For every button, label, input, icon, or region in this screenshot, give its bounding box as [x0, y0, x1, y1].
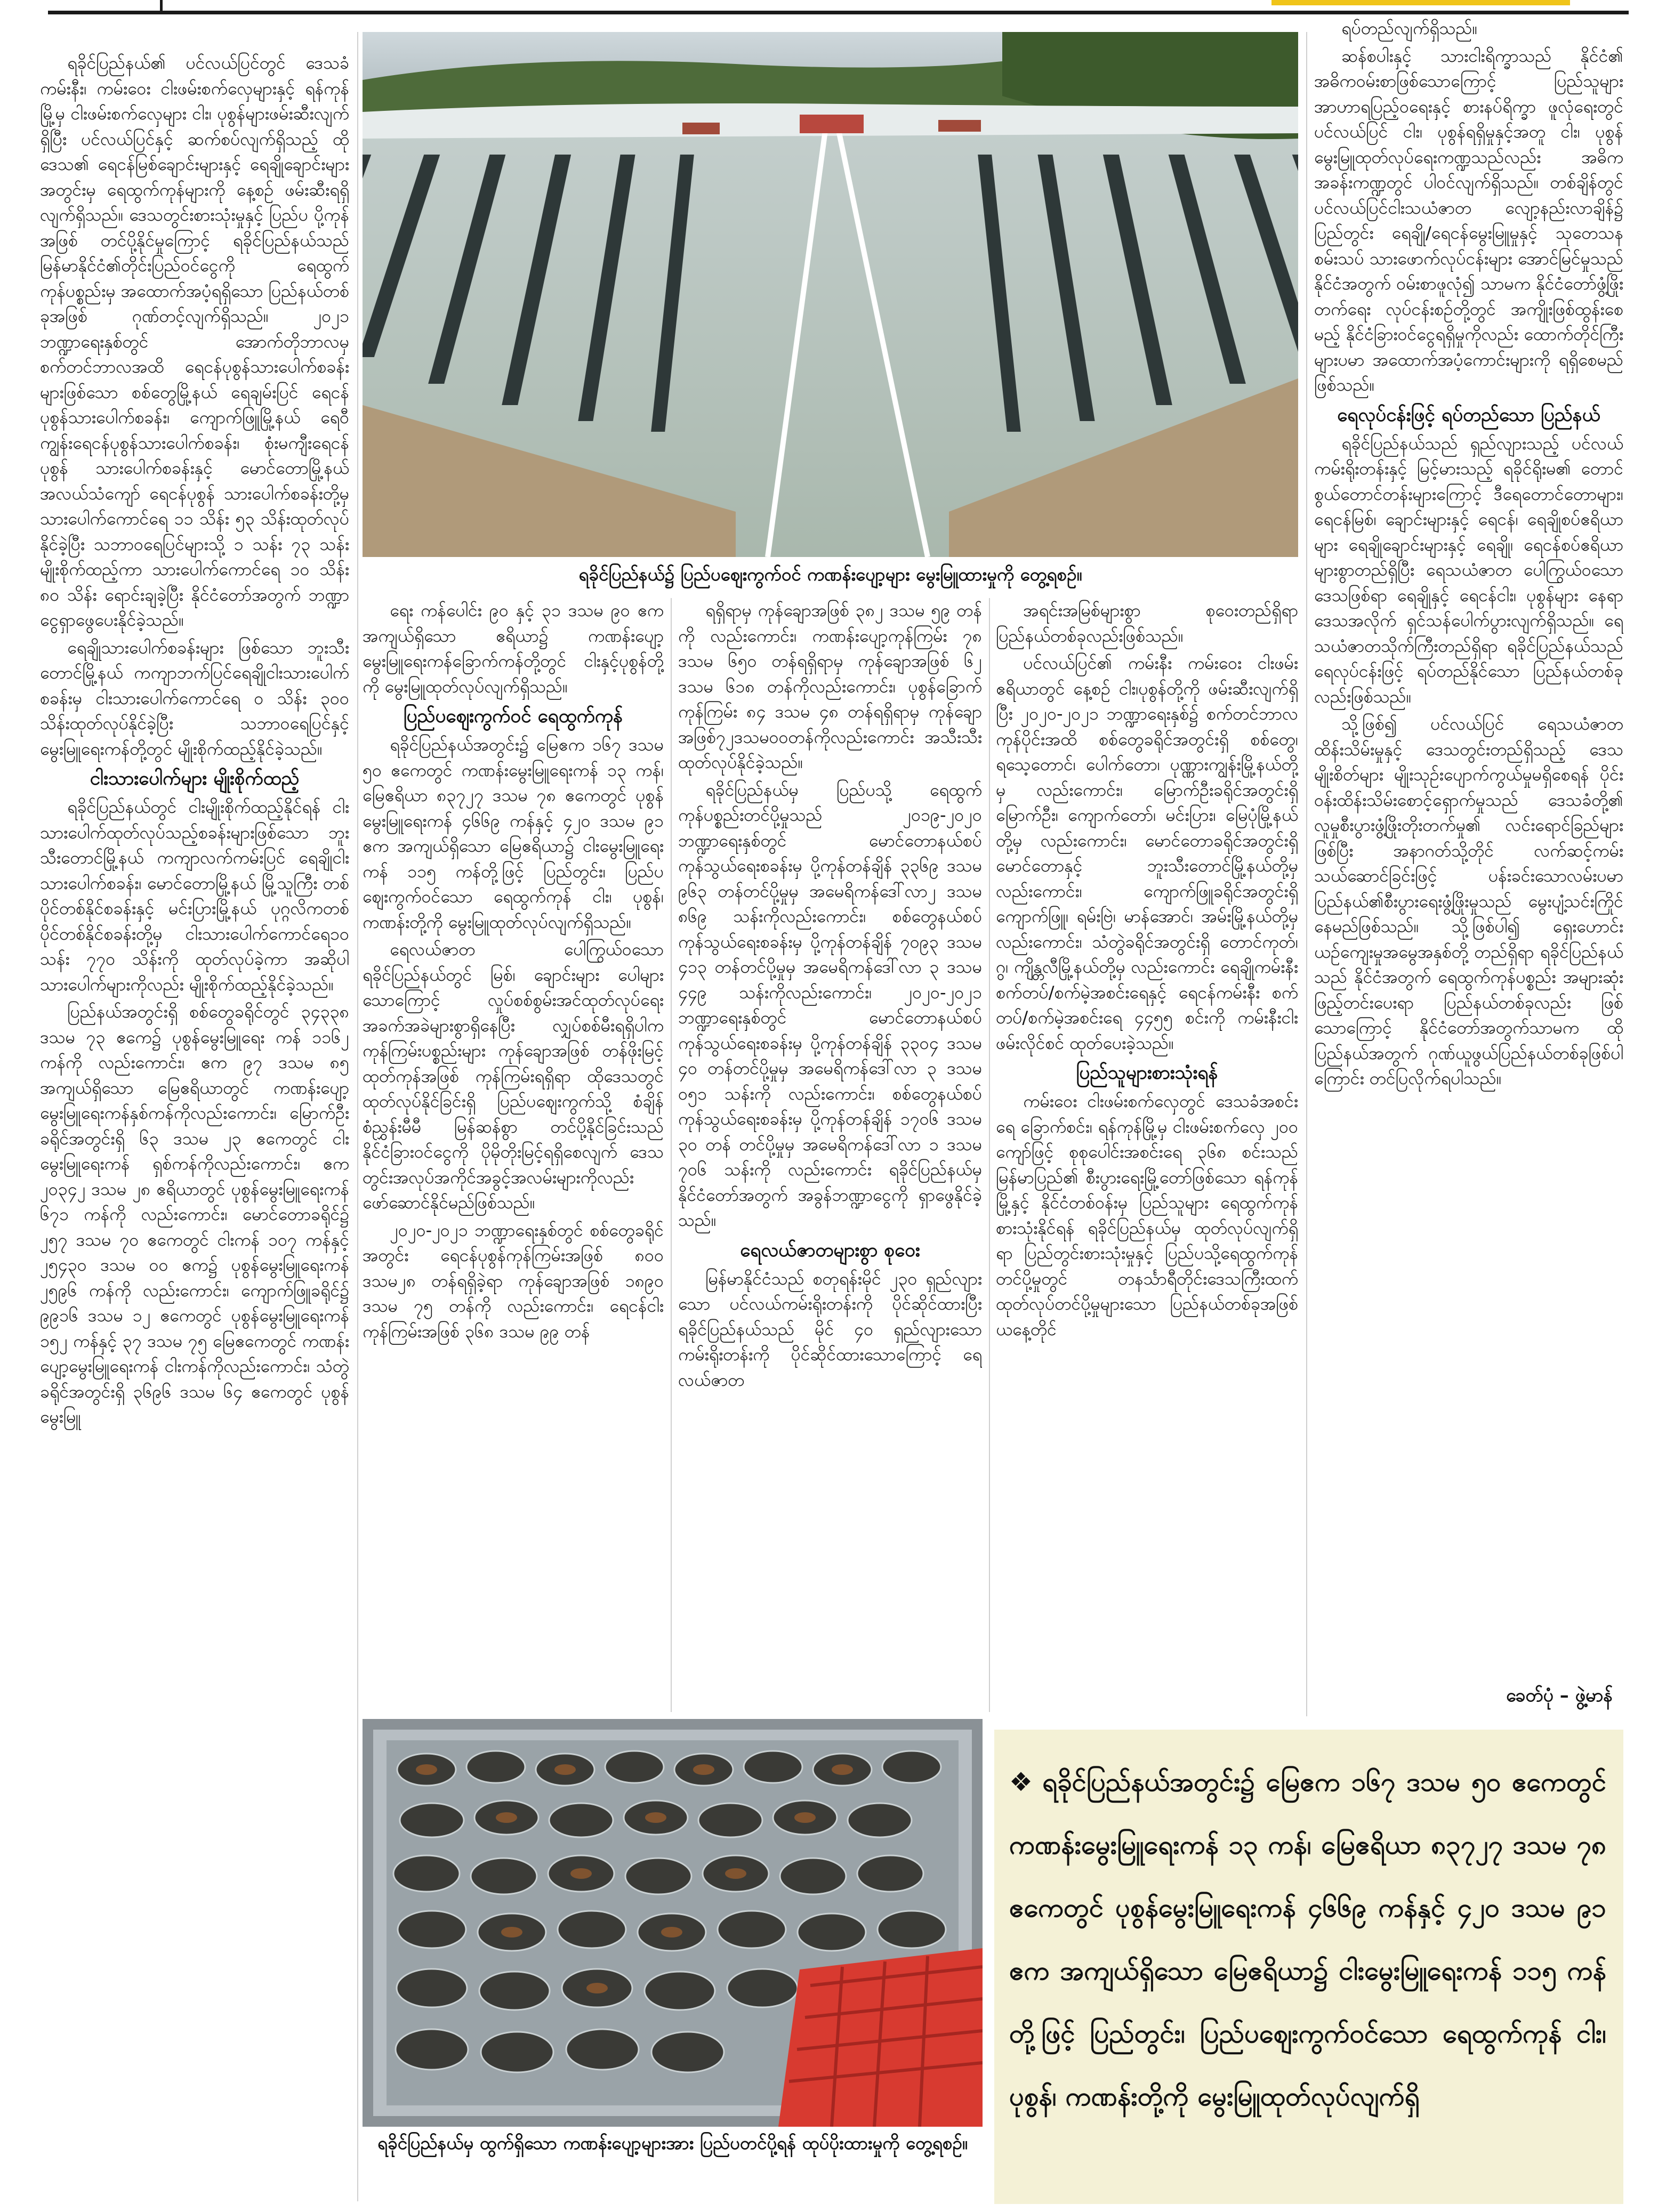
paragraph: ကမ်းဝေး ငါးဖမ်းစက်လှေတွင် ဒေသခံအစင်းရေ ခြောက်စင်း၊ ရန်ကုန်မြို့မှ ငါးဖမ်းစက်လှေ ၂၀၀ ကျော်ဖြင့် စုစုပေါင်းအစင်းရေ ၃၆၈ စင်းသည် မြန်မာပြည်၏ စီးပွားရေးမြို့တော်ဖြစ်သော ရန်ကုန်မြို့နှင့် နိုင်ငံတစ်ဝန်းမှ ပြည်သူများ ရေထွက်ကုန်စားသုံးနိုင်ရန် ရခိုင်ပြည်နယ်မှ ထုတ်လုပ်လျက်ရှိရာ ပြည်တွင်းစားသုံးမှုနှင့် ပြည်ပသို့ရေထွက်ကုန်တင်ပို့မှုတွင် တနင်္သာရီတိုင်းဒေသကြီးထက် ထုတ်လုပ်တင်ပို့မှုများသော ပြည်နယ်တစ်ခုအဖြစ် ယနေ့တိုင် — [996, 1091, 1298, 1339]
top-photo-caption: ရခိုင်ပြည်နယ်၌ ပြည်ပဈေးကွက်ဝင် ကဏန်းပျော့များ မွေးမြူထားမှုကို တွေ့ရစဉ်။ — [363, 562, 1298, 594]
paragraph: ဆန်စပါးနှင့် သားငါးရိက္ခာသည် နိုင်ငံ၏ အဓိကဝမ်းစာဖြစ်သောကြောင့် ပြည်သူများ အာဟာရပြည့်ဝရေးနှင့် စားနပ်ရိက္ခာ ဖူလုံရေးတွင် ပင်လယ်ပြင် ငါး၊ ပုစွန်ရရှိမှုနှင့်အတူ ငါး၊ ပုစွန် မွေးမြူထုတ်လုပ်ရေးကဏ္ဍသည်လည်း အဓိက အခန်းကဏ္ဍတွင် ပါဝင်လျက်ရှိသည်။ တစ်ချိန်တွင် ပင်လယ်ပြင်ငါးသယံဇာတ လျော့နည်းလာချိန်၌ ပြည်တွင်း ရေချို/ရေငန်မွေးမြူမှုနှင့် သုတေသနစမ်းသပ် သားဖောက်လုပ်ငန်းများ အောင်မြင်မှုသည် နိုင်ငံအတွက် ဝမ်းစာဖူလုံ၍ သာမက နိုင်ငံတော်ဖွံ့ဖြိုးတက်ရေး လုပ်ငန်းစဉ်တို့တွင် အကျိုးဖြစ်ထွန်းစေမည့် နိုင်ငံခြားဝင်ငွေရရှိမှုကိုလည်း ထောက်တိုင်ကြီးများပမာ အထောက်အပံ့ကောင်းများကို ရရှိစေမည်ဖြစ်သည်။ — [1314, 45, 1623, 395]
section-heading: ပြည်ပဈေးကွက်ဝင် ရေထွက်ကုန် — [403, 706, 623, 727]
paragraph: ရခိုင်ပြည်နယ်သည် ရှည်လျားသည့် ပင်လယ်ကမ်းရိုးတန်းနှင့် မြင့်မားသည့် ရခိုင်ရိုးမ၏ တောင်စွယ်တောင်တန်းများကြောင့် ဒီရေတောင်တောများ၊ ရေငန်မြစ်၊ ချောင်းများနှင့် ရေငန်၊ ရေချိုစပ်ဧရိယာများ ရေချိုချောင်းများနှင့် ရေချို၊ ရေငန်စပ်ဧရိယာ များစွာတည်ရှိပြီး ရေသယံဇာတ ပေါကြွယ်ဝသော ဒေသဖြစ်ရာ ရေချိုနှင့် ရေငန်ငါး၊ ပုစွန်များ နေရာဒေသအလိုက် ရှင်သန်ပေါက်ပွားလျက်ရှိသည်။ ရေသယံဇာတသိုက်ကြီးတည်ရှိရာ ရခိုင်ပြည်နယ်သည် ရေလုပ်ငန်းဖြင့် ရပ်တည်နိုင်သော ပြည်နယ်တစ်ခုလည်းဖြစ်သည်။ — [1314, 433, 1623, 707]
paragraph: မြန်မာနိုင်ငံသည် စတုရန်းမိုင် ၂၃၀ ရှည်လျားသော ပင်လယ်ကမ်းရိုးတန်းကို ပိုင်ဆိုင်ထားပြီး ရခိုင်ပြည်နယ်သည် မိုင် ၄၀ ရှည်လျားသော ကမ်းရိုးတန်းကို ပိုင်ဆိုင်ထားသောကြောင့် ရေလယ်ဇာတ — [678, 1268, 982, 1390]
pull-quote-text — [1009, 1751, 1606, 2128]
paragraph: ရေချိုသားပေါက်စခန်းများ ဖြစ်သော ဘူးသီးတောင်မြို့နယ် ကကျာဘက်ပြင်ရေချိုငါးသားပေါက် စခန်းမှ ငါးသားပေါက်ကောင်ရေ ၀ သိန်း ၃၀၀ သိန်းထုတ်လုပ်နိုင်ခဲ့ပြီး သဘာဝရေပြင်နှင့်မွေးမြူရေးကန်တို့တွင် မျိုးစိုက်ထည့်နိုင်ခဲ့သည်။ — [40, 637, 349, 759]
paragraph: ရခိုင်ပြည်နယ်တွင် ငါးမျိုးစိုက်ထည့်နိုင်ရန် ငါးသားပေါက်ထုတ်လုပ်သည့်စခန်းများဖြစ်သော ဘူးသီးတောင်မြို့နယ် ကကျာလက်ကမ်းပြင် ရေချိုငါးသားပေါက်စခန်း၊ မောင်တောမြို့နယ် မြို့သူကြီး တစ်ပိုင်တစ်နိုင်စခန်းနှင့် မင်းပြားမြို့နယ် ပုဂ္ဂလိကတစ်ပိုင်တစ်နိုင်စခန်းတို့မှ ငါးသားပေါက်ကောင်ရေ၁၀ သန်း ၇၇၀ သိန်းကို ထုတ်လုပ်ခဲ့ကာ အဆိုပါသားပေါက်များကိုလည်း မျိုးစိုက်ထည့်နိုင်ခဲ့သည်။ — [40, 797, 349, 995]
paragraph: ရေး ကန်ပေါင်း ၉၀ နှင့် ၃၁ ဒသမ ၉၀ ဧက အကျယ်ရှိသော ဧရိယာ၌ ကဏန်းပျော့ မွေးမြူရေးကန်ခြောက်ကန်တို့တွင် ငါးနှင့်ပုစွန်တို့ကို မွေးမြူထုတ်လုပ်လျက်ရှိသည်။ — [363, 600, 664, 697]
bottom-photo-caption: ရခိုင်ပြည်နယ်မှ ထွက်ရှိသော ကဏန်းပျော့များအား ပြည်ပတင်ပို့ရန် ထုပ်ပိုးထားမှုကို တွေ့ရစဉ်။ — [368, 2131, 977, 2190]
author-byline: ခေတ်ပုံ – ဖွဲ့မာန် — [1506, 1685, 1613, 1706]
crab-tray-icon — [363, 1719, 983, 2127]
column-divider — [1306, 32, 1307, 1716]
paragraph: ပြည်နယ်အတွင်းရှိ စစ်တွေခရိုင်တွင် ၃၄၃၃၈ ဒသမ ၇၃ ဧကေ၌ ပုစွန်မွေးမြူရေး ကန် ၁၁၆၂ ကန်ကို လည်းကောင်း၊ ဧက ၉၇ ဒသမ ၈၅ အကျယ်ရှိသော မြေဧရိယာတွင် ကဏန်းပျော့မွေးမြူရေးကန်နှစ်ကန်ကိုလည်းကောင်း၊ မြောက်ဦးခရိုင်အတွင်းရှိ ၆၃ ဒသမ ၂၃ ဧကေတွင် ငါးမွေးမြူရေးကန် ရှစ်ကန်ကိုလည်းကောင်း၊ ဧက ၂၀၃၄၂ ဒသမ ၂၈ ဧရိယာတွင် ပုစွန်မွေးမြူရေးကန် ၆၇၁ ကန်ကို လည်းကောင်း၊ မောင်တောခရိုင်၌ ၂၅၇ ဒသမ ၇၀ ဧကေတွင် ငါးကန် ၁၀၇ ကန်နှင့် ၂၅၄၃၀ ဒသမ ၀၀ ဧက၌ ပုစွန်မွေးမြူရေးကန် ၂၅၉၆ ကန်ကို လည်းကောင်း၊ ကျောက်ဖြူခရိုင်၌ ၉၉၁၆ ဒသမ ၁၂ ဧကေတွင် ပုစွန်မွေးမြူရေးကန် ၁၅၂ ကန်နှင့် ၃၇ ဒသမ ၇၅ မြေဧကေတွင် ကဏန်းပျော့မွေးမြူရေးကန် ငါးကန်ကိုလည်းကောင်း၊ သံတွဲခရိုင်အတွင်းရှိ ၃၆၉၆ ဒသမ ၆၄ ဧကေတွင် ပုစွန်မွေးမြူ — [40, 1002, 349, 1427]
article-column-2 — [363, 598, 664, 1711]
article-column-1 — [40, 51, 349, 2207]
paragraph: ပင်လယ်ပြင်၏ ကမ်းနီး ကမ်းဝေး ငါးဖမ်းဧရိယာတွင် နေ့စဉ် ငါး၊ပုစွန်တို့ကို ဖမ်းဆီးလျက်ရှိပြီး ၂၀၂၀-၂၀၂၁ ဘဏ္ဍာရေးနှစ်၌ စက်တင်ဘာလ ကုန်ပိုင်းအထိ စစ်တွေခရိုင်အတွင်းရှိ စစ်တွေ၊ ရသေ့တောင်၊ ပေါက်တော၊ ပုဏ္ဏားကျွန်းမြို့နယ်တို့မှ လည်းကောင်း၊ မြောက်ဦးခရိုင်အတွင်းရှိ မြောက်ဦး၊ ကျောက်တော်၊ မင်းပြား၊ မြေပုံမြို့နယ်တို့မှ လည်းကောင်း၊ မောင်တောခရိုင်အတွင်းရှိ မောင်တောနှင့် ဘူးသီးတောင်မြို့နယ်တို့မှလည်းကောင်း၊ ကျောက်ဖြူခရိုင်အတွင်းရှိ ကျောက်ဖြူ၊ ရမ်းဗြဲ၊ မာန်အောင်၊ အမ်းမြို့နယ်တို့မှ လည်းကောင်း၊ သံတွဲခရိုင်အတွင်းရှိ တောင်ကုတ်၊ ဂွ၊ ကျိန္တလီမြို့နယ်တို့မှ လည်းကောင်း ရေချိုကမ်းနီး စက်တပ်/စက်မဲ့အစင်းရေနှင့် ရေငန်ကမ်းနီး စက်တပ်/စက်မဲ့အစင်းရေ ၄၄၅၅ စင်းကို ကမ်းနီးငါးဖမ်းလိုင်စင် ထုတ်ပေးခဲ့သည်။ — [996, 653, 1298, 1053]
diamond-bullet-icon: ❖ — [1009, 1767, 1033, 1797]
column-divider — [357, 32, 358, 2201]
column-divider — [671, 598, 672, 1712]
paragraph: ရခိုင်ပြည်နယ်၏ ပင်လယ်ပြင်တွင် ဒေသခံ ကမ်းနီး၊ ကမ်းဝေး ငါးဖမ်းစက်လှေများနှင့် ရန်ကုန်မြို့မှ ငါးဖမ်းစက်လှေများ ငါး၊ ပုစွန်များဖမ်းဆီးလျက်ရှိပြီး ပင်လယ်ပြင်နှင့် ဆက်စပ်လျက်ရှိသည့် ထိုဒေသ၏ ရေငန်မြစ်ချောင်းများနှင့် ရေချိုချောင်းများအတွင်းမှ ရေထွက်ကုန်များကို နေ့စဉ် ဖမ်းဆီးရရှိလျက်ရှိသည်။ ဒေသတွင်းစားသုံးမှုနှင့် ပြည်ပ ပို့ကုန်အဖြစ် တင်ပို့နိုင်မှုကြောင့် ရခိုင်ပြည်နယ်သည် မြန်မာနိုင်ငံ၏တိုင်းပြည်ဝင်ငွေကို ရေထွက်ကုန်ပစ္စည်းမှ အထောက်အပံ့ရရှိသော ပြည်နယ်တစ်ခုအဖြစ် ဂုဏ်တင့်လျက်ရှိသည်။ ၂၀၂၁ ဘဏ္ဍာရေးနှစ်တွင် အောက်တိုဘာလမှ စက်တင်ဘာလအထိ ရေငန်ပုစွန်သားပေါက်စခန်းများဖြစ်သော စစ်တွေမြို့နယ် ရေချမ်းပြင် ရေငန်ပုစွန်သားပေါက်စခန်း၊ ကျောက်ဖြူမြို့နယ် ရေဝီကျွန်းရေငန်ပုစွန်သားပေါက်စခန်း၊ စုံးမကျီးရေငန်ပုစွန် သားပေါက်စခန်းနှင့် မောင်တောမြို့နယ် အလယ်သံကျော် ရေငန်ပုစွန် သားပေါက်စခန်းတို့မှ သားပေါက်ကောင်ရေ ၁၁ သိန်း ၅၃ သိန်းထုတ်လုပ်နိုင်ခဲ့ပြီး သဘာဝရေပြင်များသို့ ၁ သန်း ၇၃ သန်း မျိုးစိုက်ထည့်ကာ သားပေါက်ကောင်ရေ ၁၀ သိန်း ၈၀ သိန်း ရောင်းချခဲ့ပြီး နိုင်ငံတော်အတွက် ဘဏ္ဍာငွေရှာဖွေပေးနိုင်ခဲ့သည်။ — [40, 53, 349, 630]
paragraph: သို့ဖြစ်၍ ပင်လယ်ပြင် ရေသယံဇာတ ထိန်းသိမ်းမှုနှင့် ဒေသတွင်းတည်ရှိသည့် ဒေသမျိုးစိတ်များ မျိုးသုဉ်းပျောက်ကွယ်မှုမရှိစေရန် ပိုင်းဝန်းထိန်းသိမ်းစောင့်ရှောက်မှုသည် ဒေသခံတို့၏ လူမှုစီးပွားဖွံ့ဖြိုးတိုးတက်မှု၏ လင်းရောင်ခြည်များဖြစ်ပြီး အနာဂတ်သို့တိုင် လက်ဆင့်ကမ်းသယ်ဆောင်ခြင်းဖြင့် ပန်းခင်းသောလမ်းပမာ ပြည်နယ်၏စီးပွားရေးဖွံ့ဖြိုးမှုသည် မွေးပျံ့သင်းကြိုင်နေမည်ဖြစ်သည်။ သို့ဖြစ်ပါ၍ ရှေးဟောင်းယဉ်ကျေးမှုအမွေအနှစ်တို့ တည်ရှိရာ ရခိုင်ပြည်နယ်သည် နိုင်ငံအတွက် ရေထွက်ကုန်ပစ္စည်း အများဆုံး ဖြည့်တင်းပေးရာ ပြည်နယ်တစ်ခုလည်း ဖြစ်သောကြောင့် နိုင်ငံတော်အတွက်သာမက ထိုပြည်နယ်အတွက် ဂုဏ်ယူဖွယ်ပြည်နယ်တစ်ခုဖြစ်ပါကြောင်း တင်ပြလိုက်ရပါသည်။ — [1314, 714, 1623, 1088]
column-divider — [989, 598, 990, 1712]
fish-pond-aerial-photo — [363, 32, 1298, 557]
article-column-5 — [1314, 16, 1623, 1679]
article-column-4 — [996, 598, 1298, 1711]
paragraph: ရခိုင်ပြည်နယ်အတွင်း၌ မြေဧက ၁၆၇ ဒသမ ၅၀ ဧကေတွင် ကဏန်းမွေးမြူရေးကန် ၁၃ ကန်၊ မြေဧရိယာ ၈၃၇၂၇ ဒသမ ၇၈ ဧကေတွင် ပုစွန်မွေးမြူရေးကန် ၄၆၆၉ ကန်နှင့် ၄၂၀ ဒသမ ၉၁ ဧက အကျယ်ရှိသော မြေဧရိယာ၌ ငါးမွေးမြူရေးကန် ၁၁၅ ကန်တို့ဖြင့် ပြည်တွင်း၊ ပြည်ပဈေးကွက်ဝင်သော ရေထွက်ကုန် ငါး၊ ပုစွန်၊ ကဏန်းတို့ကို မွေးမြူထုတ်လုပ်လျက်ရှိသည်။ — [363, 734, 664, 932]
paragraph: ရေလယ်ဇာတ ပေါကြွယ်ဝသော ရခိုင်ပြည်နယ်တွင် မြစ်၊ ချောင်းများ ပေါများသောကြောင့် လှုပ်စစ်စွမ်းအင်ထုတ်လုပ်ရေး အခက်အခဲများစွာရှိနေပြီး လျှပ်စစ်မီးရရှိပါက ကုန်ကြမ်းပစ္စည်းများ ကုန်ချောအဖြစ် တန်ဖိုးမြင့်ထုတ်ကုန်အဖြစ် ကုန်ကြမ်းရရှိရာ ထိုဒေသတွင် ထုတ်လုပ်နိုင်ခြင်းရှိ ပြည်ပဈေးကွက်သို့ စံချိန်စံညွှန်းမီမီ မြန်ဆန်စွာ တင်ပို့နိုင်ခြင်းသည် နိုင်ငံခြားဝင်ငွေကို ပိုမိုတိုးမြင့်ရရှိစေလျက် ဒေသတွင်းအလုပ်အကိုင်အခွင့်အလမ်းများကိုလည်း ဖော်ဆောင်နိုင်မည်ဖြစ်သည်။ — [363, 939, 664, 1213]
section-heading: ရေလုပ်ငန်းဖြင့် ရပ်တည်သော ပြည်နယ် — [1337, 404, 1600, 426]
section-heading: ရေလယ်ဇာတများစွာ စုဝေး — [740, 1239, 920, 1261]
paragraph: ရခိုင်ပြည်နယ်မှ ပြည်ပသို့ ရေထွက်ကုန်ပစ္စည်းတင်ပို့မှုသည် ၂၀၁၉-၂၀၂၀ ဘဏ္ဍာရေးနှစ်တွင် မောင်တောနယ်စပ်ကုန်သွယ်ရေးစခန်းမှ ပို့ကုန်တန်ချိန် ၃၃၆၉ ဒသမ ၉၆၃ တန်တင်ပို့မှုမှ အမေရိကန်ဒေါ်လာ၂ ဒသမ ၈၆၉ သန်းကိုလည်းကောင်း၊ စစ်တွေနယ်စပ်ကုန်သွယ်ရေးစခန်းမှ ပို့ကုန်တန်ချိန် ၇၀၉၃ ဒသမ ၄၁၃ တန်တင်ပို့မှုမှ အမေရိကန်ဒေါ်လာ ၃ ဒသမ ၄၄၉ သန်းကိုလည်းကောင်း၊ ၂၀၂၀-၂၀၂၁ ဘဏ္ဍာရေးနှစ်တွင် မောင်တောနယ်စပ် ကုန်သွယ်ရေးစခန်းမှ ပို့ကုန်တန်ချိန် ၃၃၀၄ ဒသမ ၄၀ တန်တင်ပို့မှုမှ အမေရိကန်ဒေါ်လာ ၃ ဒသမ ၀၅၁ သန်းကို လည်းကောင်း၊ စစ်တွေနယ်စပ်ကုန်သွယ်ရေးစခန်းမှ ပို့ကုန်တန်ချိန် ၁၇၀၆ ဒသမ ၃၀ တန် တင်ပို့မှုမှ အမေရိကန်ဒေါ်လာ ၁ ဒသမ ၇၀၆ သန်းကို လည်းကောင်း ရခိုင်ပြည်နယ်မှ နိုင်ငံတော်အတွက် အခွန်ဘဏ္ဍာငွေကို ရှာဖွေနိုင်ခဲ့သည်။ — [678, 779, 982, 1230]
section-color-tab — [1271, 0, 1570, 5]
section-heading: ပြည်သူများစားသုံးရန် — [1076, 1062, 1218, 1084]
article-column-3 — [678, 598, 982, 1711]
top-tick-mark — [160, 0, 163, 14]
pull-quote-body: ရခိုင်ပြည်နယ်အတွင်း၌ မြေဧက ၁၆၇ ဒသမ ၅၀ ဧကေတွင် ကဏန်းမွေးမြူရေးကန် ၁၃ ကန်၊ မြေဧရိယာ ၈၃၇၂၇ ဒသမ ၇၈ ဧကေတွင် ပုစွန်မွေးမြူရေးကန် ၄၆၆၉ ကန်နှင့် ၄၂၀ ဒသမ ၉၁ ဧက အကျယ်ရှိသော မြေဧရိယာ၌ ငါးမွေးမြူရေးကန် ၁၁၅ ကန်တို့ဖြင့် ပြည်တွင်း၊ ပြည်ပဈေးကွက်ဝင်သော ရေထွက်ကုန် ငါး၊ ပုစွန်၊ ကဏန်းတို့ကို မွေးမြူထုတ်လုပ်လျက်ရှိ — [1009, 1767, 1606, 2112]
paragraph: ရရှိရာမှ ကုန်ချောအဖြစ် ၃၈၂ ဒသမ ၅၉ တန်ကို လည်းကောင်း၊ ကဏန်းပျော့ကုန်ကြမ်း ၇၈ ဒသမ ၆၅၀ တန်ရရှိရာမှ ကုန်ချောအဖြစ် ၆၂ ဒသမ ၆၁၈ တန်ကိုလည်းကောင်း၊ ပုစွန်ခြောက်ကုန်ကြမ်း ၈၄ ဒသမ ၄၈ တန်ရရှိရာမှ ကုန်ချောအဖြစ်၇၂ဒသမ၀၀တန်ကိုလည်းကောင်း အသီးသီးထုတ်လုပ်နိုင်ခဲ့သည်။ — [678, 600, 982, 772]
soft-shell-crab-tray-photo — [363, 1719, 983, 2127]
section-heading: ငါးသားပေါက်များ မျိုးစိုက်ထည့် — [90, 768, 300, 789]
pond-aerial-icon — [363, 32, 1298, 557]
paragraph: ၂၀၂၀-၂၀၂၁ ဘဏ္ဍာရေးနှစ်တွင် စစ်တွေခရိုင်အတွင်း ရေငန်ပုစွန်ကုန်ကြမ်းအဖြစ် ၈၀၀ ဒသမ၂၈ တန်ရရှိခဲ့ရာ ကုန်ချောအဖြစ် ၁၈၉၀ ဒသမ ၇၅ တန်ကို လည်းကောင်း၊ ရေငန်ငါးကုန်ကြမ်းအဖြစ် ၃၆၈ ဒသမ ၉၉ တန် — [363, 1220, 664, 1342]
top-rule — [48, 11, 1629, 14]
paragraph: အရင်းအမြစ်များစွာ စုဝေးတည်ရှိရာ ပြည်နယ်တစ်ခုလည်းဖြစ်သည်။ — [996, 600, 1298, 646]
pull-quote-box — [994, 1730, 1623, 2204]
paragraph: ရပ်တည်လျက်ရှိသည်။ — [1341, 18, 1478, 38]
